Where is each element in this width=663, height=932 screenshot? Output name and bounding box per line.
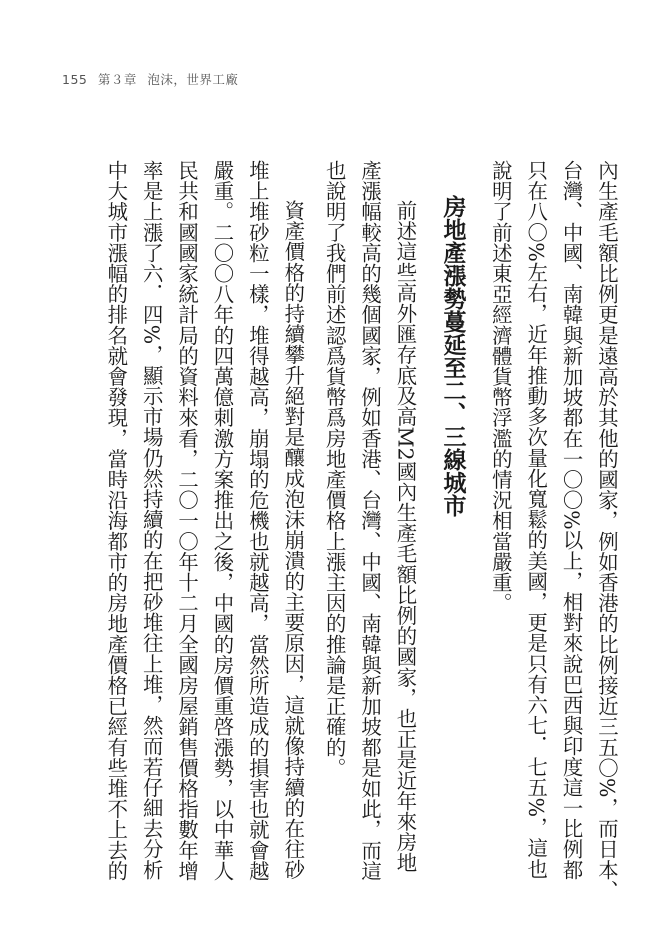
text-line: 內生產毛額比例更是遠高於其他的國家，例如香港的比例接近三五〇%，而日本、	[595, 160, 619, 901]
running-header	[62, 70, 244, 88]
text-line: 資產價格的持續攀升絕對是釀成泡沫崩潰的主要原因，這就像持續的在往砂	[281, 200, 306, 880]
text-line: 也說明了我們前述認爲貨幣爲房地產價格上漲主因的推論是正確的。	[322, 160, 347, 778]
text-line: 產漲幅較高的幾個國家，例如香港、台灣、中國、南韓與新加坡都是如此，而這	[358, 160, 383, 881]
text-line: 只在八〇%左右，近年推動多次量化寬鬆的美國，更是只有六七．七五%，這也	[524, 160, 549, 879]
text-line: 台灣、中國、南韓與新加坡都在一〇〇%以上，相對來說巴西與印度這一比例都	[559, 160, 584, 880]
text-line: 前述這些高外匯存底及高M2國內生產毛額比例的國家，也正是近年來房地	[393, 200, 418, 873]
text-line: 中大城市漲幅的排名就會發現，當時沿海都市的房地產價格已經有些堆不上去的	[104, 160, 129, 881]
text-line: 率是上漲了六．四%，顯示市場仍然持續的在把砂堆往上堆，然而若仔細去分析	[139, 160, 164, 880]
chapter-label: 第３章	[97, 72, 137, 87]
text-line: 民共和國國家統計局的資料來看，二〇一〇年十二月全國房屋銷售價格指數年增	[175, 160, 200, 881]
text-line: 嚴重。二〇〇八年的四萬億刺激方案推出之後，中國的房價重啓漲勢，以中華人	[210, 160, 235, 881]
chapter-title: 泡沫，世界工廠	[147, 72, 239, 87]
page-number: 155	[62, 72, 88, 87]
text-line: 堆上堆砂粒一樣，堆得越高，崩塌的危機也就越高，當然所造成的損害也就會越	[245, 160, 270, 881]
book-page-body	[60, 150, 620, 901]
text-line: 說明了前述東亞經濟體貨幣浮濫的情況相當嚴重。	[488, 160, 513, 614]
section-heading: 房地產漲勢蔓延至二、三線城市	[439, 195, 466, 517]
